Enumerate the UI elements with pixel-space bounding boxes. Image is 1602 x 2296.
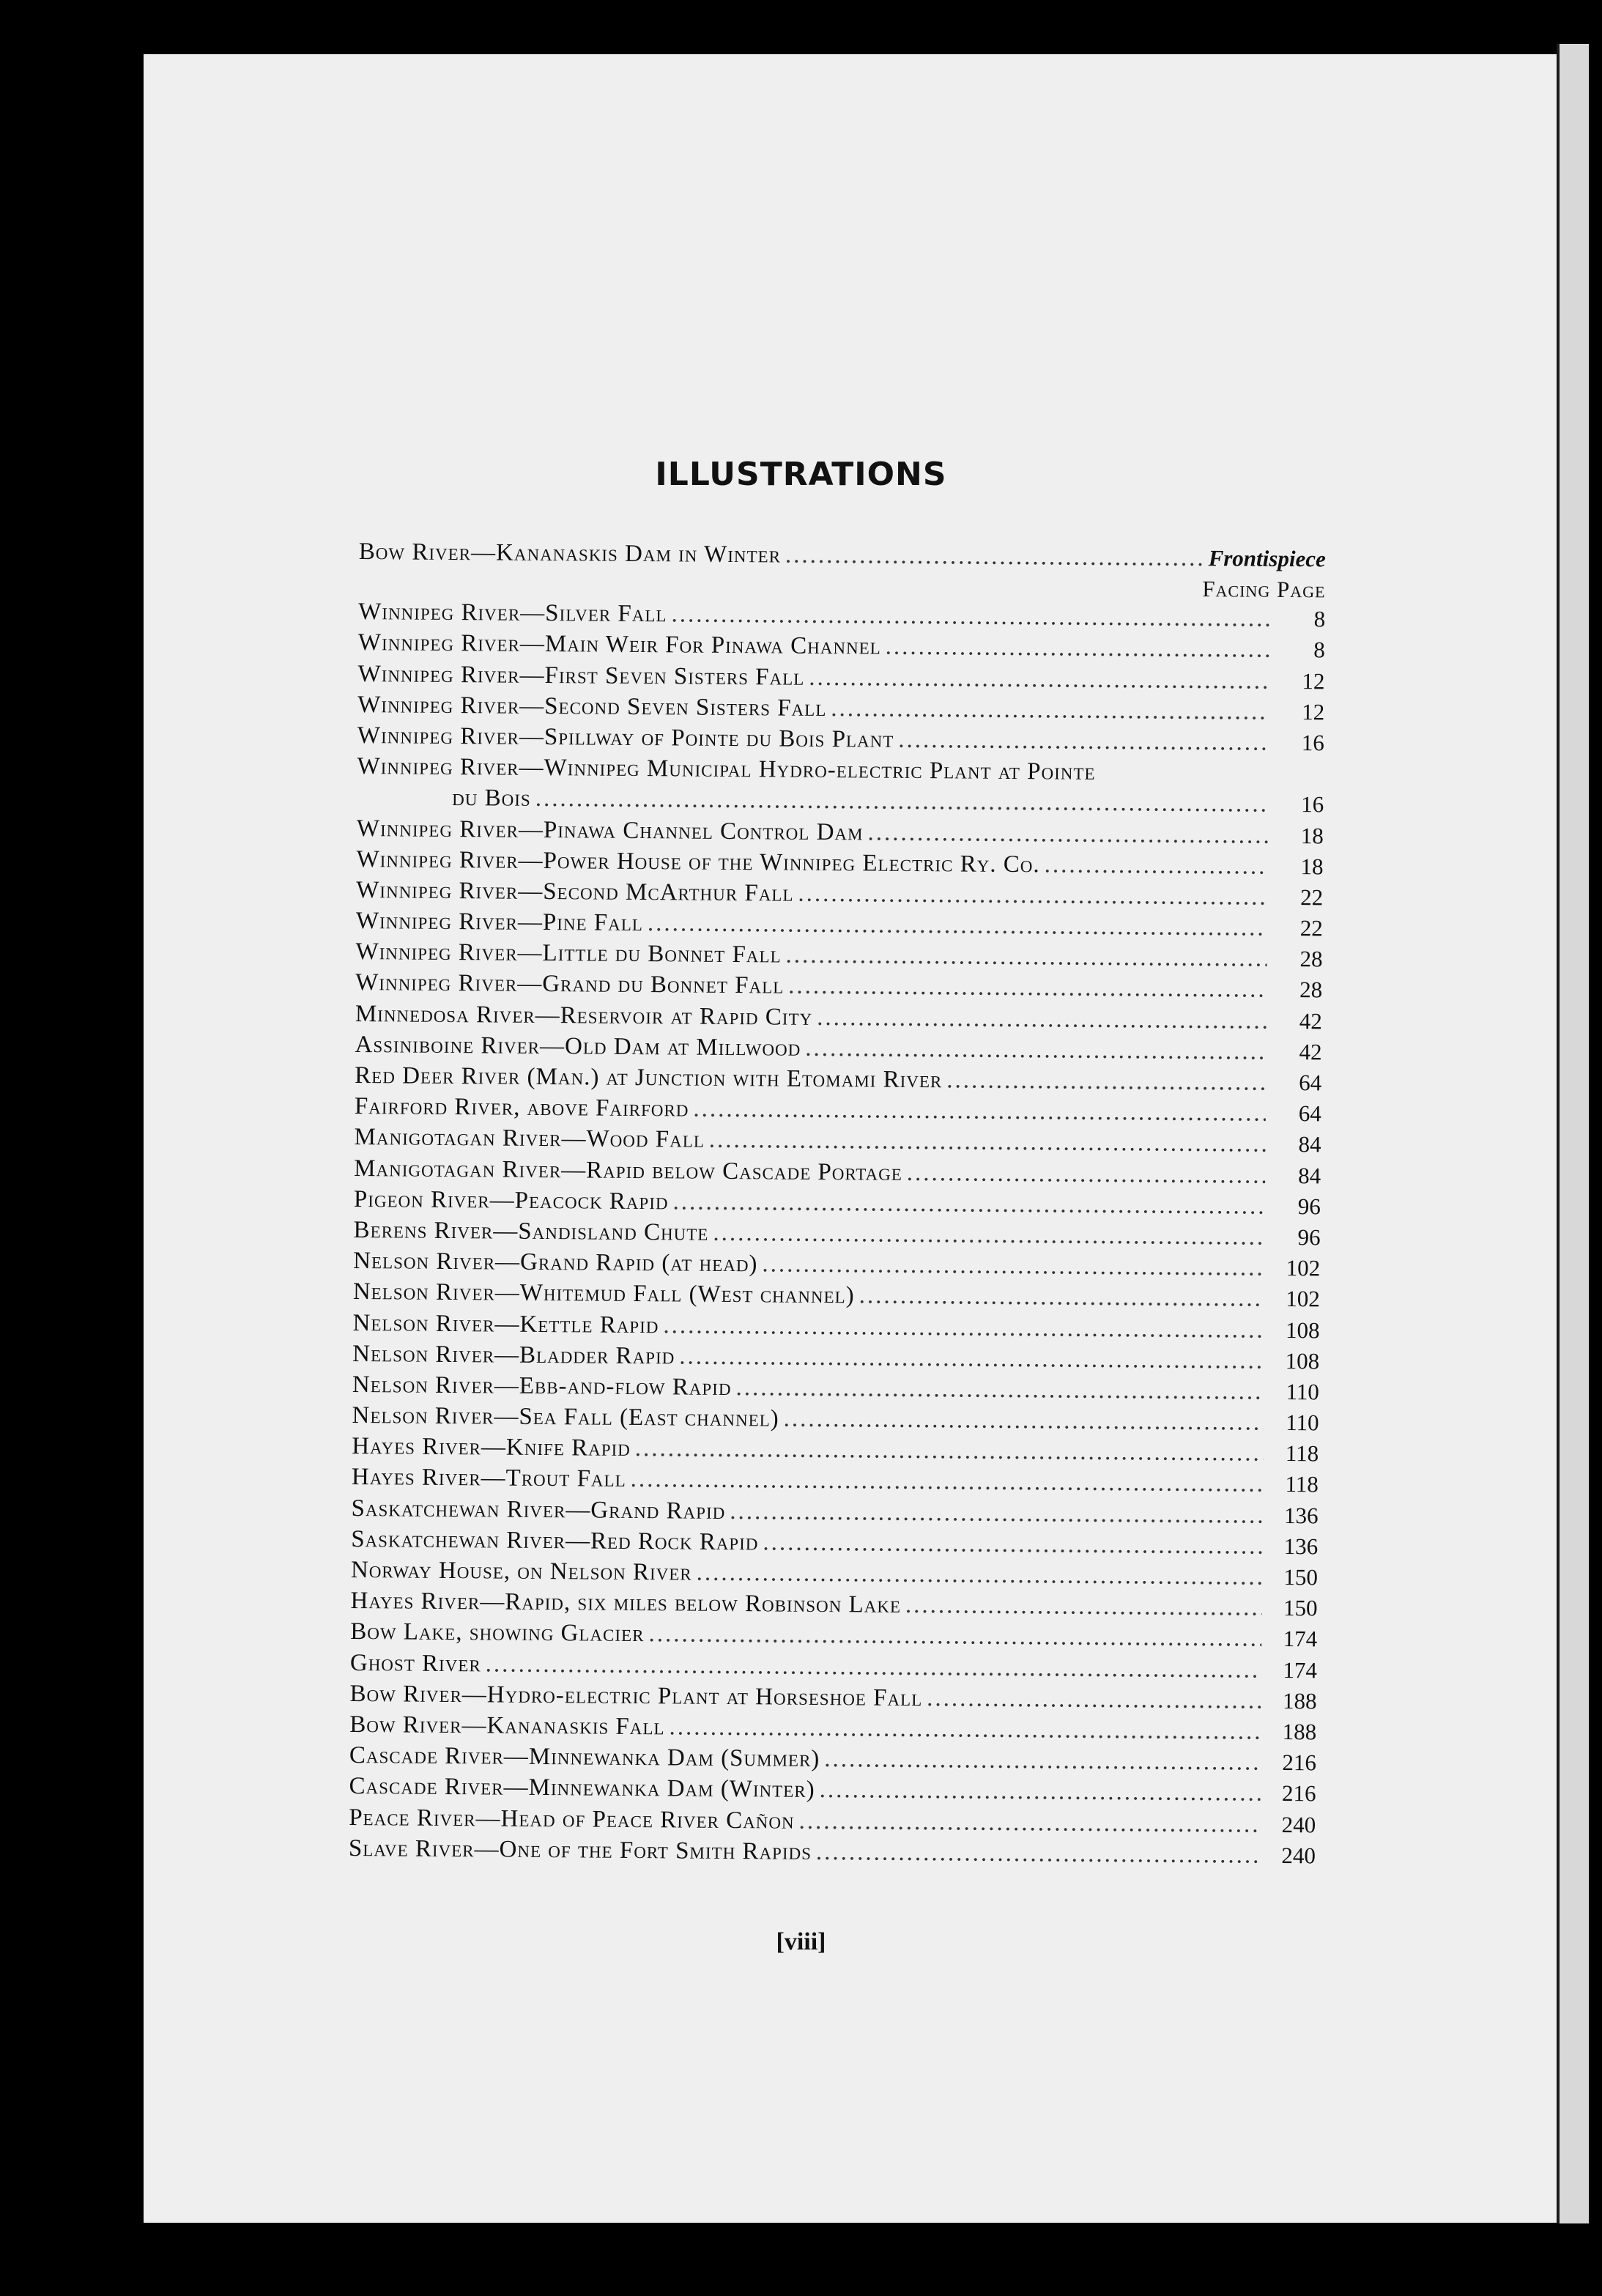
entry-label: Fairford River, above Fairford	[354, 1093, 689, 1122]
entry-label: Winnipeg River—Second McArthur Fall	[356, 876, 794, 907]
leader-dots	[898, 727, 1269, 757]
leader-dots	[486, 1651, 1261, 1684]
entry-label: Nelson River—Sea Fall (East channel)	[352, 1402, 779, 1432]
leader-dots	[784, 1406, 1264, 1437]
entry-label: Nelson River—Kettle Rapid	[352, 1309, 659, 1338]
leader-dots	[886, 634, 1269, 664]
leader-dots	[805, 1035, 1267, 1066]
entry-page: 18	[1300, 822, 1324, 848]
entry-page: 22	[1299, 915, 1324, 941]
entry-page: 42	[1299, 1038, 1322, 1065]
leader-dots	[763, 1529, 1262, 1560]
entry-page: 136	[1283, 1533, 1319, 1560]
facing-page-heading: Facing Page	[1202, 576, 1326, 603]
leader-dots	[671, 601, 1269, 633]
leader-dots	[663, 1312, 1264, 1344]
entry-label: Bow River—Hydro-electric Plant at Horseshoe Fall	[349, 1680, 923, 1711]
leader-dots	[905, 1592, 1262, 1622]
entry-page: 12	[1302, 667, 1325, 694]
entry-label: Red Deer River (Man.) at Junction with Etomami River	[355, 1062, 943, 1094]
leader-dots	[709, 1127, 1266, 1158]
leader-dots	[798, 881, 1267, 911]
entry-page: 28	[1299, 946, 1323, 972]
entry-label: Cascade River—Minnewanka Dam (Winter)	[349, 1773, 815, 1804]
entry-label: Saskatchewan River—Red Rock Rapid	[351, 1525, 759, 1556]
leader-dots	[672, 1188, 1265, 1220]
entry-page: 18	[1300, 853, 1324, 880]
entry-page: 150	[1283, 1563, 1319, 1590]
leader-dots	[824, 1746, 1261, 1777]
entry-label: Hayes River—Rapid, six miles below Robinson Lake	[350, 1588, 902, 1619]
leader-dots	[735, 1374, 1264, 1406]
entry-label: Minnedosa River—Reservoir at Rapid City	[355, 1000, 813, 1031]
entry-label: Nelson River—Bladder Rapid	[352, 1340, 675, 1370]
entry-page: 22	[1300, 884, 1324, 911]
entry-page: 108	[1285, 1317, 1320, 1343]
leader-dots	[669, 1714, 1261, 1745]
entry-label: Peace River—Head of Peace River Cañon	[349, 1804, 795, 1834]
entry-label: Winnipeg River—Pine Fall	[355, 908, 644, 937]
leader-dots	[788, 973, 1267, 1004]
entry-label: Winnipeg River—First Seven Sisters Fall	[357, 660, 805, 691]
adjacent-page-edge	[1557, 44, 1589, 2223]
leader-dots	[535, 785, 1269, 818]
entry-label: Manigotagan River—Rapid below Cascade Portage	[354, 1155, 902, 1186]
entry-page: 188	[1282, 1718, 1317, 1745]
page-title: ILLUSTRATIONS	[655, 456, 947, 493]
leader-dots	[785, 542, 1204, 572]
entry-label: Winnipeg River—Silver Fall	[358, 599, 667, 628]
leader-dots	[907, 1159, 1266, 1189]
entry-page: 16	[1301, 730, 1324, 756]
entry-page: 8	[1313, 637, 1325, 663]
leader-dots	[946, 1067, 1266, 1096]
entry-page	[1095, 779, 1146, 780]
leader-dots	[820, 1777, 1261, 1807]
entry-page: 102	[1286, 1255, 1321, 1281]
entry-label: Berens River—Sandisland Chute	[353, 1216, 709, 1246]
leader-dots	[1045, 851, 1268, 880]
entry-page: 188	[1282, 1687, 1317, 1714]
leader-dots	[798, 1807, 1260, 1838]
leader-dots	[785, 942, 1267, 973]
entry-page: 174	[1283, 1656, 1318, 1683]
entry-label: du Bois	[452, 785, 531, 812]
entry-page: 64	[1299, 1070, 1322, 1096]
entry-label: Bow River—Kananaskis Dam in Winter	[358, 538, 782, 569]
leader-dots	[817, 1004, 1267, 1035]
leader-dots	[635, 1435, 1264, 1467]
entry-page: 84	[1298, 1162, 1321, 1188]
leader-dots	[927, 1685, 1261, 1715]
entry-page: 136	[1283, 1502, 1319, 1528]
entry-page: 108	[1285, 1347, 1320, 1374]
entry-page: Frontispiece	[1208, 545, 1326, 572]
entry-label: Hayes River—Knife Rapid	[352, 1433, 631, 1462]
entry-page: 96	[1297, 1224, 1321, 1251]
entry-page: 216	[1282, 1749, 1317, 1776]
leader-dots	[697, 1560, 1263, 1591]
entry-label: Bow Lake, showing Glacier	[350, 1618, 645, 1648]
entry-label: Nelson River—Ebb-and-flow Rapid	[352, 1371, 732, 1401]
leader-dots	[713, 1220, 1264, 1251]
entry-label: Norway House, on Nelson River	[350, 1556, 692, 1586]
entry-label: Bow River—Kananaskis Fall	[349, 1711, 665, 1741]
entry-page: 150	[1283, 1595, 1318, 1621]
entry-page: 174	[1283, 1626, 1318, 1652]
entry-page: 42	[1299, 1007, 1323, 1034]
leader-dots	[648, 910, 1267, 942]
entry-page: 110	[1286, 1378, 1320, 1405]
entry-label: Winnipeg River—Little du Bonnet Fall	[355, 938, 782, 969]
entry-label: Winnipeg River—Spillway of Pointe du Bois Plant	[357, 722, 894, 753]
leader-dots	[809, 664, 1269, 695]
entry-page: 240	[1281, 1811, 1316, 1837]
leader-dots	[648, 1621, 1261, 1654]
entry-page: 28	[1299, 977, 1323, 1003]
leader-dots	[762, 1251, 1264, 1281]
entry-label: Winnipeg River—Pinawa Channel Control Dam	[356, 815, 864, 845]
entry-page: 8	[1313, 606, 1326, 632]
entry-page: 102	[1286, 1286, 1321, 1312]
leader-dots	[679, 1343, 1264, 1374]
entry-label: Nelson River—Grand Rapid (at head)	[353, 1248, 758, 1278]
entry-page: 84	[1298, 1131, 1321, 1158]
leader-dots	[693, 1096, 1266, 1127]
leader-dots	[859, 1283, 1265, 1313]
leader-dots	[816, 1839, 1260, 1870]
entry-rows	[349, 599, 1326, 1873]
entry-label: Hayes River—Trout Fall	[351, 1464, 626, 1493]
leader-dots	[831, 695, 1269, 726]
entry-page: 96	[1297, 1193, 1321, 1220]
entry-label: Slave River—One of the Fort Smith Rapids	[348, 1834, 812, 1865]
entry-label: Saskatchewan River—Grand Rapid	[351, 1495, 726, 1525]
entry-page: 240	[1281, 1842, 1316, 1868]
entry-page: 12	[1302, 698, 1325, 725]
entry-label: Winnipeg River—Winnipeg Municipal Hydro-electric Plant at Pointe	[357, 753, 1096, 786]
entry-page: 64	[1298, 1100, 1322, 1127]
entry-label: Winnipeg River—Power House of the Winnipeg Electric Ry. Co.	[356, 845, 1040, 878]
entry-label: Ghost River	[349, 1649, 481, 1677]
entry-label: Nelson River—Whitemud Fall (West channel)	[352, 1278, 855, 1309]
entry-label: Winnipeg River—Second Seven Sisters Fall	[357, 691, 827, 722]
entry-page: 216	[1281, 1780, 1316, 1807]
entry-label: Pigeon River—Peacock Rapid	[353, 1185, 669, 1215]
entry-label: Manigotagan River—Wood Fall	[354, 1124, 705, 1154]
illustrations-list	[349, 538, 1326, 1873]
leader-dots	[867, 819, 1268, 849]
leader-dots	[631, 1466, 1263, 1498]
entry-page: 110	[1286, 1410, 1319, 1436]
entry-label: Winnipeg River—Grand du Bonnet Fall	[355, 969, 785, 1000]
entry-label: Assiniboine River—Old Dam at Millwood	[355, 1031, 801, 1062]
entry-label: Winnipeg River—Main Weir For Pinawa Channel	[357, 629, 881, 660]
entry-page: 16	[1301, 791, 1324, 818]
leader-dots	[730, 1498, 1263, 1530]
entry-page: 118	[1285, 1471, 1319, 1497]
entry-page: 118	[1285, 1440, 1319, 1467]
entry-label: Cascade River—Minnewanka Dam (Summer)	[349, 1742, 820, 1773]
page-number: [viii]	[776, 1928, 826, 1955]
